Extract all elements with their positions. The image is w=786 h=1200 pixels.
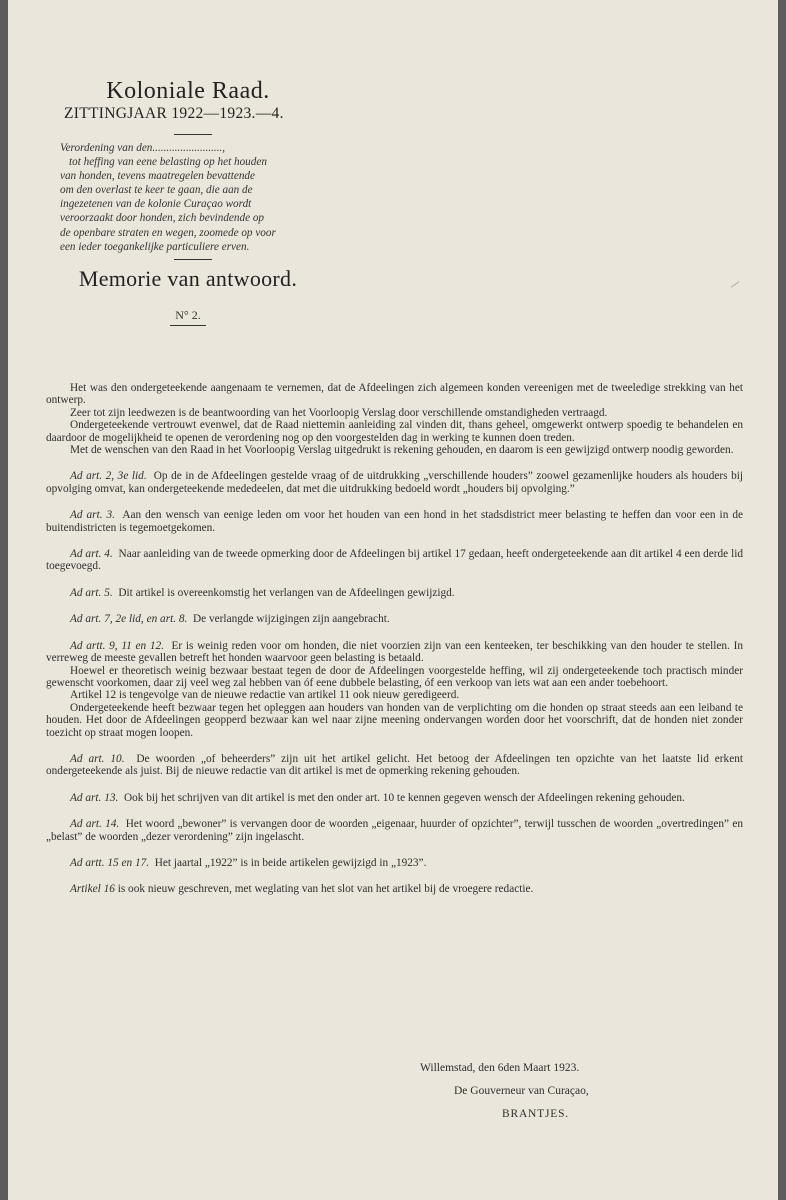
article-reference: Ad art. 2, 3e lid. (70, 470, 147, 483)
paragraph: Ad art. 5. Dit artikel is overeenkomstig het verlangen van de Afdeelingen gewijzigd. (70, 586, 455, 599)
paragraph: Ad art. 2, 3e lid. Op de in de Afdeelingen gestelde vraag of de uitdrukking „verschillende houders” zoowel gezamenlijke houders als houders bij opvolging omvat, kan ondergeteekende mededeelen, dat met die uitdrukking bedoeld wordt „houders bij opvolging.” (46, 470, 743, 495)
paragraph: Ondergeteekende vertrouwt evenwel, dat de Raad niettemin aanleiding zal vinden dit, thans geheel, omgewerkt ontwerp spoedig te behandelen en daardoor de mogelijkheid te openen de verordening nog op den voorgestelden dag in werking te kunnen doen treden. (46, 419, 743, 444)
paragraph: Artikel 16 is ook nieuw geschreven, met weglating van het slot van het artikel bij de vroegere redactie. (70, 883, 534, 896)
pencil-mark (731, 281, 740, 288)
signature-name: BRANTJES. (502, 1108, 569, 1120)
description-line: van honden, tevens maatregelen bevattende (60, 170, 255, 183)
signature-office: De Gouverneur van Curaçao, (454, 1085, 589, 1097)
paragraph: Artikel 12 is tengevolge van de nieuwe redactie van artikel 11 ook nieuw geredigeerd. (70, 689, 460, 702)
description-line: Verordening van den........................., (60, 142, 226, 154)
article-reference: Ad art. 4. (70, 548, 113, 561)
document-number: N° 2. (175, 308, 201, 322)
page-title: Koloniale Raad. (106, 78, 270, 104)
paragraph: Zeer tot zijn leedwezen is de beantwoording van het Voorloopig Verslag door verschillende omstandigheden vertraagd. (70, 406, 608, 419)
description-line: om den overlast te keer te gaan, die aan de (60, 184, 253, 197)
paragraph: Hoewel er theoretisch weinig bezwaar bestaat tegen de door de Afdeelingen voorgestelde heffing, wil zij ondergeteekende toch practisch minder gewenscht voorkomen, daar zij veel weg zal hebben van óf eene dubbele belasting, óf een verkoop van iets wat aan een ander toebehoort. (46, 664, 743, 689)
paragraph: Ondergeteekende heeft bezwaar tegen het opleggen aan houders van honden van de verplichting om die honden op straat steeds aan een leiband te houden. Het door de Afdeelingen geopperd bezwaar kan wel naar zijne meening ondervangen worden door het voorschrift, dat de honden niet zonder toezicht op straat mogen loopen. (46, 701, 743, 739)
session-subtitle: ZITTINGJAAR 1922—1923.—4. (64, 105, 284, 122)
paragraph: Ad art. 10. De woorden „of beheerders” zijn uit het artikel gelicht. Het betoog der Afdeelingen ten opzichte van het laatste lid erkent ondergeteekende als juist. Bij de nieuwe redactie van dit artikel is met de opmerking rekening gehouden. (46, 752, 743, 778)
divider (174, 134, 212, 135)
article-reference: Ad art. 7, 2e lid, en art. 8. (70, 613, 188, 626)
paragraph: Ad art. 7, 2e lid, en art. 8. De verlangde wijzigingen zijn aangebracht. (70, 613, 390, 626)
description-line: tot heffing van eene belasting op het houden (69, 156, 267, 169)
document-page (8, 0, 778, 1200)
description-line: ingezetenen van de kolonie Curaçao wordt (60, 198, 252, 211)
signature-place-date: Willemstad, den 6den Maart 1923. (420, 1062, 580, 1074)
paragraph: Ad artt. 15 en 17. Het jaartal „1922” is in beide artikelen gewijzigd in „1923”. (70, 856, 427, 869)
paragraph: Ad art. 14. Het woord „bewoner” is vervangen door de woorden „eigenaar, huurder of opzichter”, terwijl tusschen de woorden „overtredingen” en „belast” de woorden „dezer verordening” zijn ingelascht. (46, 818, 743, 843)
description-line: de openbare straten en wegen, zoomede op voor (60, 226, 276, 239)
divider (170, 325, 206, 326)
article-reference: Ad art. 13. (70, 791, 119, 804)
description-line: veroorzaakt door honden, zich bevindende op (60, 212, 265, 225)
article-reference: Ad art. 5. (70, 586, 113, 599)
paragraph: Ad art. 3. Aan den wensch van eenige leden om voor het houden van een hond in het stadsdistrict meer belasting te heffen dan voor een in de buitendistricten is tegemoetgekomen. (46, 509, 743, 534)
ordinance-description (60, 141, 324, 254)
article-reference: Ad art. 10. (70, 752, 125, 765)
description-line: een ieder toegankelijke particuliere erven. (60, 240, 250, 253)
article-reference: Ad artt. 15 en 17. (70, 856, 150, 869)
article-reference: Ad art. 3. (70, 509, 116, 522)
document-body (46, 382, 743, 896)
document-title: Memorie van antwoord. (78, 266, 298, 291)
article-reference: Ad artt. 9, 11 en 12. (70, 639, 165, 652)
paragraph: Het was den ondergeteekende aangenaam te vernemen, dat de Afdeelingen zich algemeen konden vereenigen met de tweeledige strekking van het ontwerp. (46, 382, 743, 407)
paragraph: Ad artt. 9, 11 en 12. Er is weinig reden voor om honden, die niet voorzien zijn van een kenteeken, ter beschikking van den houder te stellen. In verreweg de meeste gevallen betreft het honden waarvoor geen belasting is betaald. (46, 639, 744, 665)
divider (174, 259, 212, 260)
paragraph: Ad art. 4. Naar aanleiding van de tweede opmerking door de Afdeelingen bij artikel 17 gedaan, heeft ondergeteekende aan dit artikel 4 een derde lid toegevoegd. (46, 548, 743, 573)
article-reference: Ad art. 14. (70, 818, 120, 831)
paragraph: Ad art. 13. Ook bij het schrijven van dit artikel is met den onder art. 10 te kennen gegeven wensch der Afdeelingen rekening gehouden. (70, 791, 685, 804)
article-reference: Artikel 16 (70, 883, 115, 896)
paragraph: Met de wenschen van den Raad in het Voorloopig Verslag uitgedrukt is rekening gehouden, en daarom is een gewijzigd ontwerp noodig geworden. (70, 444, 734, 457)
